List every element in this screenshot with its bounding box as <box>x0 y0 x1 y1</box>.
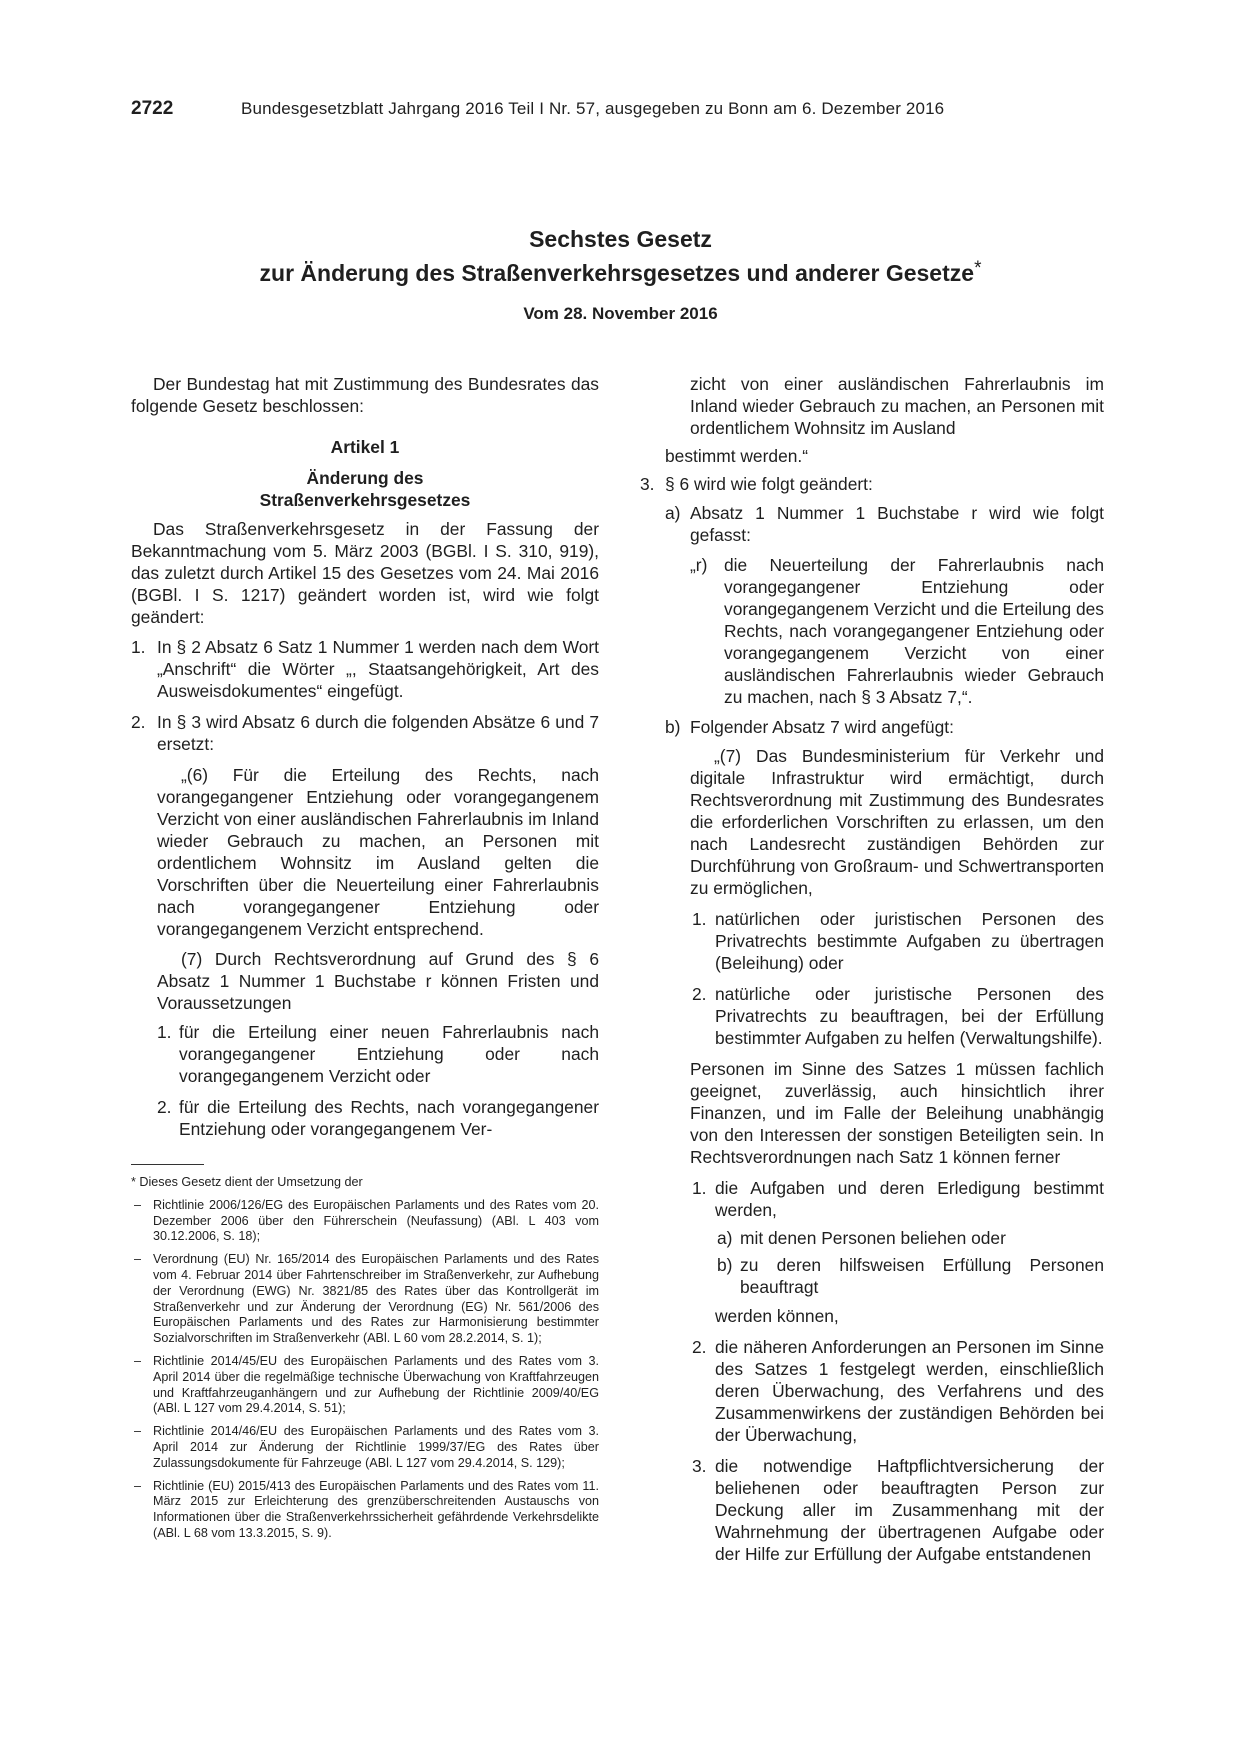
item-text: die Aufgaben und deren Erledigung bestimmt werden, <box>715 1178 1104 1220</box>
item-marker: 2. <box>692 984 707 1004</box>
item-marker: a) <box>665 503 681 523</box>
amendment-item-1 <box>131 636 599 702</box>
enacting-clause: Der Bundestag hat mit Zustimmung des Bundesrates das folgende Gesetz beschlossen: <box>131 374 599 416</box>
item-marker: „r) <box>690 555 708 575</box>
article-title-line-1: Änderung des <box>306 468 424 488</box>
ordinance-item-1 <box>640 1177 1104 1221</box>
item-marker: 3. <box>692 1456 707 1476</box>
title-footnote-mark: * <box>974 258 982 279</box>
item-text: Folgender Absatz 7 wird angefügt: <box>690 717 954 737</box>
quoted-list-item-1 <box>131 1021 599 1087</box>
title-line-2: zur Änderung des Straßenverkehrsgesetzes und anderer Gesetze* <box>259 258 982 286</box>
item-marker: 1. <box>692 909 707 929</box>
item-marker: 2. <box>131 712 146 732</box>
item-text: In § 3 wird Absatz 6 durch die folgenden Absätze 6 und 7 ersetzt: <box>157 712 599 754</box>
continued-list-text: zicht von einer ausländischen Fahrerlaubnis im Inland wieder Gebrauch zu machen, an Personen mit ordentlichem Wohnsitz im Ausland <box>690 374 1104 438</box>
item-marker: b) <box>665 717 681 737</box>
footnote-item: – Richtlinie (EU) 2015/413 des Europäischen Parlaments und des Rates vom 11. März 2015 zur Erleichterung des grenzüberschreitenden Austauschs von Informationen über die Straßenverkehrssicherheit gefährdende Verkehrsdelikte (ABl. L 68 vom 13.3.2015, S. 9). <box>134 1478 599 1540</box>
paragraph-7-item-1 <box>640 908 1104 974</box>
article-intro-paragraph: Das Straßenverkehrsgesetz in der Fassung der Bekanntmachung vom 5. März 2003 (BGBl. I S. 310, 919), das zuletzt durch Artikel 15 des Gesetzes vom 24. Mai 2016 (BGBl. I S. 1217) geändert worden ist, wird wie folgt geändert: <box>131 519 599 627</box>
item-text: für die Erteilung des Rechts, nach vorangegangener Entziehung oder vorangegangenem Ver- <box>179 1097 599 1139</box>
law-date: Vom 28. November 2016 <box>523 304 718 323</box>
footnote-item: – Richtlinie 2014/46/EU des Europäischen Parlaments und des Rates vom 3. April 2014 zur Änderung der Richtlinie 1999/37/EG des Rates über Zulassungsdokumente für Fahrzeuge (ABl. L 127 vom 29.4.2014, S. 129); <box>134 1424 599 1470</box>
item-marker: 1. <box>131 637 146 657</box>
amendment-item-3 <box>640 473 1104 495</box>
quoted-paragraph-6: „(6) Für die Erteilung des Rechts, nach vorangegangener Entziehung oder vorangegangenem Verzicht von einer ausländischen Fahrerlaubnis im Inland wieder Gebrauch zu machen, an Personen mit ordentlichem Wohnsitz im Ausland gelten die Vorschriften über die Neuerteilung einer Fahrerlaubnis nach vorangegangener Entziehung oder vorangegangenem Verzicht entsprechend. <box>157 765 599 939</box>
item-text: § 6 wird wie folgt geändert: <box>665 474 873 494</box>
item-marker: 3. <box>640 474 655 494</box>
page-number: 2722 <box>131 98 174 119</box>
item-marker: b) <box>717 1255 733 1275</box>
item-text: In § 2 Absatz 6 Satz 1 Nummer 1 werden nach dem Wort „Anschrift“ die Wörter „, Staatsangehörigkeit, Art des Ausweisdokumentes“ eingefügt. <box>157 637 599 701</box>
footnote-item: – Richtlinie 2006/126/EG des Europäischen Parlaments und des Rates vom 20. Dezember 2006 über den Führerschein (Neufassung) (ABl. L 403 vom 30.12.2006, S. 18); <box>134 1197 599 1244</box>
footnote-item: – Verordnung (EU) Nr. 165/2014 des Europäischen Parlaments und des Rates vom 4. Februar 2014 über Fahrtenschreiber im Straßenverkehr, zur Aufhebung der Verordnung (EWG) Nr. 3821/85 des Rates über das Kontrollgerät im Straßenverkehr und zur Änderung der Verordnung (EG) Nr. 561/2006 des Europäischen Parlaments und des Rates zur Harmonisierung bestimmter Sozialvorschriften im Straßenverkehr (ABl. L 60 vom 28.2.2014, S. 1); <box>134 1252 599 1346</box>
right-column <box>640 373 1104 1565</box>
left-column <box>131 373 599 1140</box>
personen-paragraph: Personen im Sinne des Satzes 1 müssen fachlich geeignet, zuverlässig, auch hinsichtlich ihrer Finanzen, und im Falle der Beleihung unabhängig von den Interessen der sonstigen Beteiligten sein. In Rechtsverordnungen nach Satz 1 können ferner <box>690 1059 1104 1167</box>
item-text: Absatz 1 Nummer 1 Buchstabe r wird wie folgt gefasst: <box>690 503 1104 545</box>
sub-item-b <box>640 716 1104 738</box>
item-text: natürlichen oder juristischen Personen des Privatrechts bestimmte Aufgaben zu übertragen (Beleihung) oder <box>715 909 1104 973</box>
item-marker: 2. <box>692 1337 707 1357</box>
article-title-line-2: Straßenverkehrsgesetzes <box>259 490 471 510</box>
closing-quote-line: bestimmt werden.“ <box>665 446 809 466</box>
running-header <box>131 98 1121 120</box>
item-text: natürliche oder juristische Personen des Privatrechts zu beauftragen, bei der Erfüllung bestimmter Aufgaben zu helfen (Verwaltungshilfe). <box>715 984 1104 1048</box>
paragraph-7-item-2 <box>640 983 1104 1049</box>
ordinance-item-1a <box>640 1227 1104 1249</box>
item-text: mit denen Personen beliehen oder <box>740 1228 1006 1248</box>
item-marker: 1. <box>157 1022 172 1042</box>
item-marker: 2. <box>157 1097 172 1117</box>
footnote <box>131 1175 599 1542</box>
quoted-new-paragraph-7: „(7) Das Bundesministerium für Verkehr und digitale Infrastruktur wird ermächtigt, durch Rechtsverordnung mit Zustimmung des Bundesrates die erforderlichen Vorschriften zu erlassen, um den nach Landesrecht zuständigen Behörden zur Durchführung von Großraum- und Schwertransporten zu ermöglichen, <box>690 746 1104 898</box>
footnote-rule <box>131 1164 204 1165</box>
footnote-item: – Richtlinie 2014/45/EU des Europäischen Parlaments und des Rates vom 3. April 2014 über die regelmäßige technische Überwachung von Kraftfahrzeugen und Kraftfahrzeuganhängern und zur Aufhebung der Richtlinie 2009/40/EG (ABl. L 127 vom 29.4.2014, S. 51); <box>134 1353 599 1416</box>
article-number: Artikel 1 <box>330 437 400 457</box>
item-text: die notwendige Haftpflichtversicherung der beliehenen oder beauftragten Person zur Deckung aller im Zusammenhang mit der Wahrnehmung der übertragenen Aufgabe oder der Hilfe zur Erfüllung der Aufgabe entstandenen <box>715 1456 1104 1564</box>
item-text: die näheren Anforderungen an Personen im Sinne des Satzes 1 festgelegt werden, einschließlich deren Überwachung, des Verfahrens und des Zusammenwirkens der zuständigen Behörden bei der Überwachung, <box>715 1337 1104 1445</box>
running-title: Bundesgesetzblatt Jahrgang 2016 Teil I Nr. 57, ausgegeben zu Bonn am 6. Dezember 2016 <box>241 99 945 118</box>
item-text: zu deren hilfsweisen Erfüllung Personen beauftragt <box>740 1255 1104 1297</box>
item-marker: 1. <box>692 1178 707 1198</box>
ordinance-item-2 <box>640 1336 1104 1446</box>
amendment-item-2 <box>131 711 599 755</box>
sub-item-a <box>640 502 1104 546</box>
ordinance-item-3 <box>640 1455 1104 1565</box>
law-title <box>0 225 1241 288</box>
item-text: für die Erteilung einer neuen Fahrerlaubnis nach vorangegangener Entziehung oder nach vorangegangenem Verzicht oder <box>179 1022 599 1086</box>
title-line-1: Sechstes Gesetz <box>529 226 712 252</box>
werden-koennen-line: werden können, <box>715 1306 839 1326</box>
quoted-list-item-2 <box>131 1096 599 1140</box>
item-marker: a) <box>717 1228 733 1248</box>
ordinance-item-1b <box>640 1254 1104 1298</box>
quoted-paragraph-7: (7) Durch Rechtsverordnung auf Grund des § 6 Absatz 1 Nummer 1 Buchstabe r können Fristen und Voraussetzungen <box>157 949 599 1013</box>
footnote-intro: * Dieses Gesetz dient der Umsetzung der <box>131 1175 363 1189</box>
item-text: die Neuerteilung der Fahrerlaubnis nach vorangegangener Entziehung oder vorangegangenem Verzicht und die Erteilung des Rechts, nach vorangegangener Entziehung oder vorangegangenem Verzicht von einer ausländischen Fahrerlaubnis wieder Gebrauch zu machen, nach § 3 Absatz 7,“. <box>724 555 1104 707</box>
quoted-letter-r <box>640 554 1104 708</box>
